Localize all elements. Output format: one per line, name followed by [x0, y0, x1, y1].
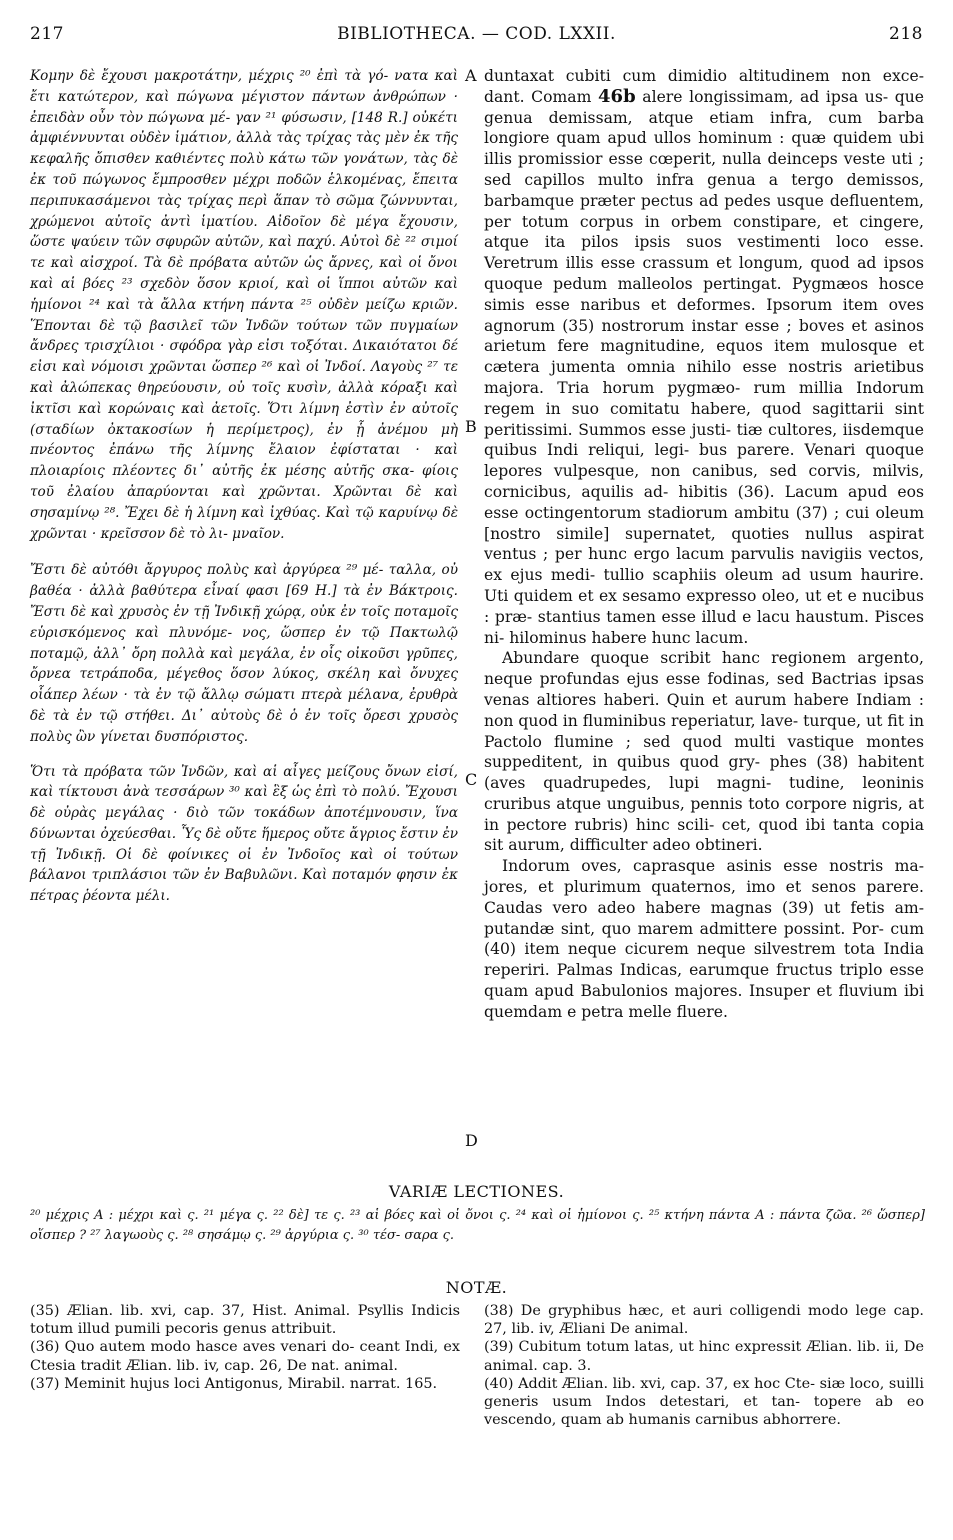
latin-paragraph: [484, 66, 924, 648]
latin-paragraph: Indorum oves, caprasque asinis esse nostris ma- jores, et plurimum quaternos, imo et senos parere. Caudas vero adeo habere magnas (39) ut fetis am- putandæ sint, quo marem admittere possint. Por- cum (40) item neque cicurem neque silvestrem tota India reperiri. Palmas Indicas, earumque fructus triplo esse quam apud Babulonios majores. Insuper et fluvium ibi quemdam e petra melle fluere.: [484, 857, 924, 1021]
latin-text: duntaxat cubiti cum dimidio altitudinem non exce- dant. Comam: [484, 67, 924, 106]
running-header: [30, 24, 923, 48]
page-number-left: 217: [30, 24, 64, 44]
folio-marker: 46b: [598, 85, 636, 107]
margin-mark-a: A: [465, 66, 477, 85]
latin-column: [484, 66, 924, 1023]
margin-mark-c: C: [465, 770, 478, 789]
notes-right-column: [484, 1302, 924, 1429]
note: (38) De gryphibus hæc, et auri colligendi modo lege cap. 27, lib. iv, Æliani De animal.: [484, 1303, 924, 1338]
variae-lectiones-text: ²⁰ μέχρις A : μέχρι καὶ ς. ²¹ μέγα ς. ²² δὲ] τε ς. ²³ αἱ βόες καὶ οἱ ὄνοι ς. ²⁴ καὶ οἱ ἡμίονοι ς. ²⁵ κτήνη πάντα A : πάντα ζῶα. ²⁶ ὥσπερ] οἵσπερ ? ²⁷ λαγωοὺς ς. ²⁸ σησάμῳ ς. ²⁹ ἀργύρια ς. ³⁰ τέσ- σαρα ς.: [30, 1208, 925, 1243]
note: (35) Ælian. lib. xvi, cap. 37, Hist. Animal. Psyllis Indicis totum illud pumili pecoris genus attribuit.: [30, 1303, 460, 1338]
latin-text: alere longissimam, ad ipsa us- que genua demissam, atque etiam infra, cum barba longiore quam apud ullos hominum : quæ quidem ubi illis promissior esse cœperit, nulla deinceps veste uti ; sed capillos multo infra genua a tergo demissos, barbamque præter pectus ad pedes usque defluentem, per totum corpus in orbem constipare, et cingere, atque ita pilos ipsis suos vestimenti loco esse. Veretrum illis esse crassum et longum, quod ad ipsos quoque pedum malleolos pertingat. Pygmæos hosce simis esse naribus et deformes. Ipsorum item oves agnorum (35) nostrorum instar esse ; boves et asinos arietum fere magnitudine, equos item mulosque et cætera jumenta omnia nihilo esse nostris arietibus majora. Tria horum pygmæo- rum millia Indorum regem in suo comitatu habere, quod sagittarii sint peritissimi. Summos esse justi- tiæ cultores, iisdemque quibus Indi reliqui, legi- bus parere. Venari quoque lepores vulpesque, non canibus, sed corvis, milvis, cornicibus, aquilis ad- hibitis (36). Lacum apud eos esse octingentorum stadiorum ambitu (37) ; cui oleum [nostro simile] supernatet, quoties nullus aspirat ventus ; per hunc ergo lacum parvulis navigiis vectos, ex ejus medi- tullio scaphiis oleum ad usum haurire. Uti quidem et ex sesamo expresso oleo, ut et e nucibus : præ- stantius tamen esse illud e lacu haustum. Pisces ni- hilominus habere hunc lacum.: [484, 87, 924, 647]
greek-paragraph: Ἔστι δὲ αὐτόθι ἄργυρος πολὺς καὶ ἀργύρεα ²⁹ μέ- ταλλα, οὐ βαθέα · ἀλλὰ βαθύτερα εἶναί φασι [69 H.] τὰ ἐν Βάκτροις. Ἔστι δὲ καὶ χρυσὸς ἐν τῇ Ἰνδικῇ χώρᾳ, οὐκ ἐν τοῖς ποταμοῖς εὑρισκόμενος καὶ πλυνόμε- νος, ὥσπερ ἐν τῷ Πακτωλῷ ποταμῷ, ἀλλ᾽ ὄρη πολλὰ καὶ μεγάλα, ἐν οἷς οἰκοῦσι γρῦπες, ὄρνεα τετράποδα, μέγεθος ὅσον λύκος, σκέλη καὶ ὄνυχες οἷάπερ λέων · τὰ ἐν τῷ ἄλλῳ σώματι πτερὰ μέλανα, ἐρυθρὰ δὲ τὰ ἐν τῷ στήθει. Δι᾽ αὐτοὺς δὲ ὁ ἐν τοῖς ὄρεσι χρυσὸς πολὺς ὢν γίνεται δυσπόριστος.: [30, 562, 458, 745]
note: (36) Quo autem modo hasce aves venari do- ceant Indi, ex Ctesia tradit Ælian. lib. iv, cap. 26, De nat. animal.: [30, 1339, 460, 1374]
margin-mark-d: D: [465, 1131, 478, 1150]
latin-paragraph: Abundare quoque scribit hanc regionem argento, neque profundas ejus esse fodinas, sed Bactrias ipsas venas altiores haberi. Quin et aurum habere Indiam : non quod in fluminibus reperiatur, lave- turque, ut fit in Pactolo flumine ; sed quod multi vastique montes suppeditent, in quibus quod gry- phes (38) habitent (aves quadrupedes, lupi magni- tudine, leoninis cruribus atque unguibus, pennis toto corpore nigris, at in pectore rubris) hinc scili- cet, quod ibi tanta copia sit aurum, difficulter adeo obtineri.: [484, 649, 924, 855]
greek-column: [30, 66, 458, 907]
note: (37) Meminit hujus loci Antigonus, Mirabil. narrat. 165.: [30, 1375, 438, 1392]
note: (39) Cubitum totum latas, ut hinc expressit Ælian. lib. ii, De animal. cap. 3.: [484, 1339, 924, 1374]
margin-mark-b: B: [465, 417, 477, 436]
greek-paragraph: Ὅτι τὰ πρόβατα τῶν Ἰνδῶν, καὶ αἱ αἶγες μείζους ὄνων εἰσί, καὶ τίκτουσι ἀνὰ τεσσάρων ³⁰ καὶ ἓξ ὡς ἐπὶ τὸ πολύ. Ἔχουσι δὲ οὐρὰς μεγάλας · διὸ τῶν τοκάδων ἀποτέμνουσιν, ἵνα δύνωνται ὀχεύεσθαι. Ὗς δὲ οὔτε ἥμερος οὔτε ἄγριος ἔστιν ἐν τῇ Ἰνδικῇ. Οἱ δὲ φοίνικες οἱ ἐν Ἰνδοῖος καὶ οἱ τούτων βάλανοι τριπλάσιοι τῶν ἐν Βαβυλῶνι. Καὶ ποταμόν φησιν ἐκ πέτρας ῥέοντα μέλι.: [30, 763, 458, 905]
note: (40) Addit Ælian. lib. xvi, cap. 37, ex hoc Cte- siæ loco, suilli generis usum Indos detestari, et tan- topere ab eo vescendo, quam ab humanis carnibus abhorrere.: [484, 1375, 924, 1429]
notes-left-column: [30, 1302, 460, 1393]
running-title: BIBLIOTHECA. — COD. LXXII.: [337, 24, 616, 44]
page-number-right: 218: [889, 24, 923, 44]
greek-paragraph: Κομην δὲ ἔχουσι μακροτάτην, μέχρις ²⁰ ἐπὶ τὰ γό- νατα καὶ ἔτι κατώτερον, καὶ πώγωνα μέγιστον πάντων ἀνθρώπων · ἐπειδὰν οὖν τὸν πώγωνα μέ- γαν ²¹ φύσωσιν, [148 R.] οὐκέτι ἀμφιέννυνται οὐδὲν ἱμάτιον, ἀλλὰ τὰς τρίχας τὰς μὲν ἐκ τῆς κεφαλῆς ὄπισθεν καθιέντες πολὺ κάτω τῶν γονάτων, τὰς δὲ ἐκ τοῦ πώγωνος ἔμπροσθεν μέχρι ποδῶν ἑλκομένας, ἔπειτα περιπυκασάμενοι τὰς τρίχας περὶ ἅπαν τὸ σῶμα ζώννυνται, χρώμενοι αὐτοῖς ἀντὶ ἱματίου. Αἰδοῖον δὲ μέγα ἔχουσιν, ὥστε ψαύειν τῶν σφυρῶν αὐτῶν, καὶ παχύ. Αὐτοὶ δὲ ²² σιμοί τε καὶ αἰσχροί. Τὰ δὲ πρόβατα αὐτῶν ὡς ἄρνες, καὶ οἱ ὄνοι καὶ αἱ βόες ²³ σχεδὸν ὅσον κριοί, καὶ οἱ ἵπποι αὐτῶν καὶ ἡμίονοι ²⁴ καὶ τὰ ἄλλα κτήνη πάντα ²⁵ οὐδὲν μείζω κριῶν. Ἕπονται δὲ τῷ βασιλεῖ τῶν Ἰνδῶν τούτων τῶν πυγμαίων ἄνδρες τρισχίλιοι · σφόδρα γὰρ εἰσι τοξόται. Δικαιότατοι δέ εἰσι καὶ νόμοισι χρῶνται ὥσπερ ²⁶ καὶ οἱ Ἰνδοί. Λαγοὺς ²⁷ τε καὶ ἀλώπεκας θηρεύουσιν, οὐ τοῖς κυσὶν, ἀλλὰ κόραξι καὶ ἰκτῖσι καὶ κορώναις καὶ ἀετοῖς. Ὅτι λίμνη ἐστὶν ἐν αὐτοῖς (σταδίων ὀκτακοσίων ἡ περίμετρος), ἐν ᾗ ἀνέμου μὴ πνέοντος ἐπάνω τῆς λίμνης ἔλαιον ἐφίσταται · καὶ πλοιαρίοις πλέοντες δι᾽ αὐτῆς ἐκ μέσης αὐτῆς σκα- φίοις τοῦ ἐλαίου ἀπαρύονται καὶ χρῶνται. Χρῶνται δὲ καὶ σησαμίνῳ ²⁸. Ἔχει δὲ ἡ λίμνη καὶ ἰχθύας. Καὶ τῷ καρυίνῳ δὲ χρῶνται · κρεῖσσον δὲ τὸ λι- μναῖον.: [30, 68, 458, 542]
notae-title: NOTÆ.: [445, 1278, 508, 1297]
variae-lectiones-title: VARIÆ LECTIONES.: [388, 1182, 565, 1201]
